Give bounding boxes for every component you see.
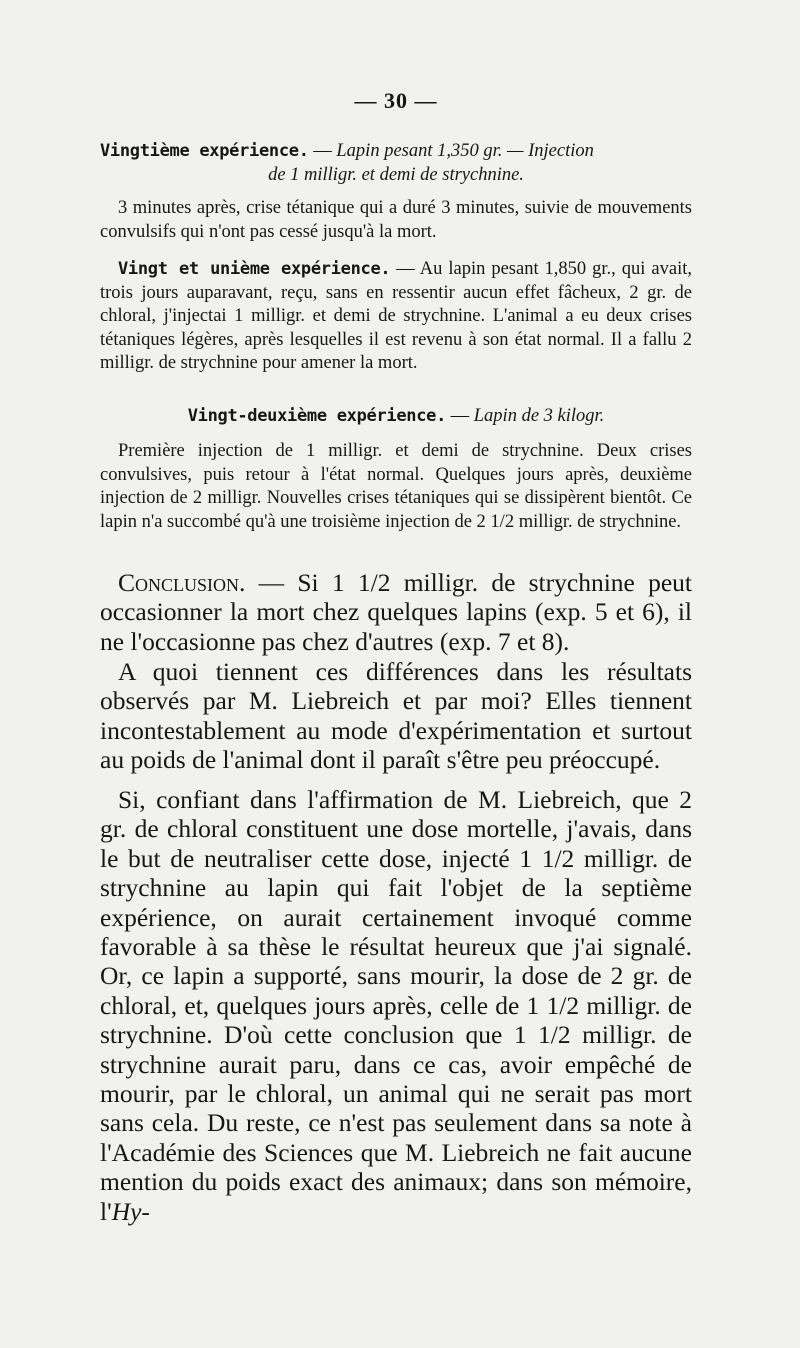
conclusion-paragraph-3: [100, 785, 692, 1226]
exp20-dash: —: [308, 141, 337, 161]
exp21-text: — Au lapin pesant 1,850 gr., qui avait, trois jours auparavant, reçu, sans en ressentir aucun effet fâcheux, 2 gr. de chloral, j'injectai 1 milligr. et demi de strychnine. L'animal a eu deux crises tétaniques légères, après lesquelles il est revenu à son état normal. Il a fallu 2 milligr. de strychnine pour amener la mort.: [100, 259, 692, 373]
page-number: — 30 —: [354, 88, 438, 113]
exp20-text: 3 minutes après, crise tétanique qui a duré 3 minutes, suivie de mouvements convulsifs qui n'ont pas cessé jusqu'à la mort.: [100, 198, 692, 242]
conclusion-p3-text: Si, confiant dans l'affirmation de M. Liebreich, que 2 gr. de chloral constituent une dose mortelle, j'avais, dans le but de neutraliser cette dose, injecté 1 1/2 milligr. de strychnine au lapin qui fait l'objet de la septième expérience, on aurait certainement invoqué comme favorable à sa thèse le résultat heureux que j'ai signalé. Or, ce lapin a supporté, sans mourir, la dose de 2 gr. de chloral, et, quelques jours après, celle de 1 1/2 milligr. de strychnine. D'où cette conclusion que 1 1/2 milligr. de strychnine aurait paru, dans ce cas, avoir empêché de mourir, par le chloral, un animal qui ne serait pas mort sans cela. Du reste, ce n'est pas seulement dans sa note à l'Académie des Sciences que M. Liebreich ne fait aucune mention du poids exact des animaux; dans son mémoire, l': [100, 785, 692, 1226]
document-page: [100, 0, 692, 1348]
exp22-subtitle: Lapin de 3 kilogr.: [473, 406, 605, 426]
exp20-subtitle-2: de 1 milligr. et demi de strychnine.: [268, 164, 524, 185]
exp20-title: Vingtième expérience.: [100, 141, 309, 161]
exp22-title: Vingt-deuxième expérience.: [187, 406, 447, 426]
conclusion-p1-text: — Si 1 1/2 milligr. de strychnine peut occasionner la mort chez quelques lapins (exp. 5 et 6), il ne l'occasionne pas chez d'autres (exp. 7 et 8).: [100, 568, 692, 656]
exp20-subtitle-1: Lapin pesant 1,350 gr. — Injection: [336, 141, 594, 161]
exp22-text: Première injection de 1 milligr. et demi de strychnine. Deux crises convulsives, puis retour à l'état normal. Quelques jours après, deuxième injection de 2 milligr. Nouvelles crises tétaniques qui se dissipèrent bientôt. Ce lapin n'a succombé qu'à une troisième injection de 2 1/2 milligr. de strychnine.: [100, 441, 692, 532]
exp20-heading-line1: [100, 140, 692, 164]
exp22-dash: —: [446, 406, 474, 426]
conclusion-p3-end: Hy-: [111, 1196, 150, 1226]
conclusion-paragraph-2: A quoi tiennent ces différences dans les résultats observés par M. Liebreich et par moi? Elles tiennent incontestablement au mode d'expérimentation et surtout au poids de l'animal dont il paraît s'être peu préoccupé.: [100, 657, 692, 775]
conclusion-paragraph-1: [100, 568, 692, 656]
exp20-heading: [100, 140, 692, 187]
exp21-paragraph: [100, 258, 692, 376]
exp22-heading: [100, 405, 692, 429]
conclusion-label: Conclusion.: [118, 568, 246, 597]
exp21-title: Vingt et unième expérience.: [118, 259, 391, 279]
